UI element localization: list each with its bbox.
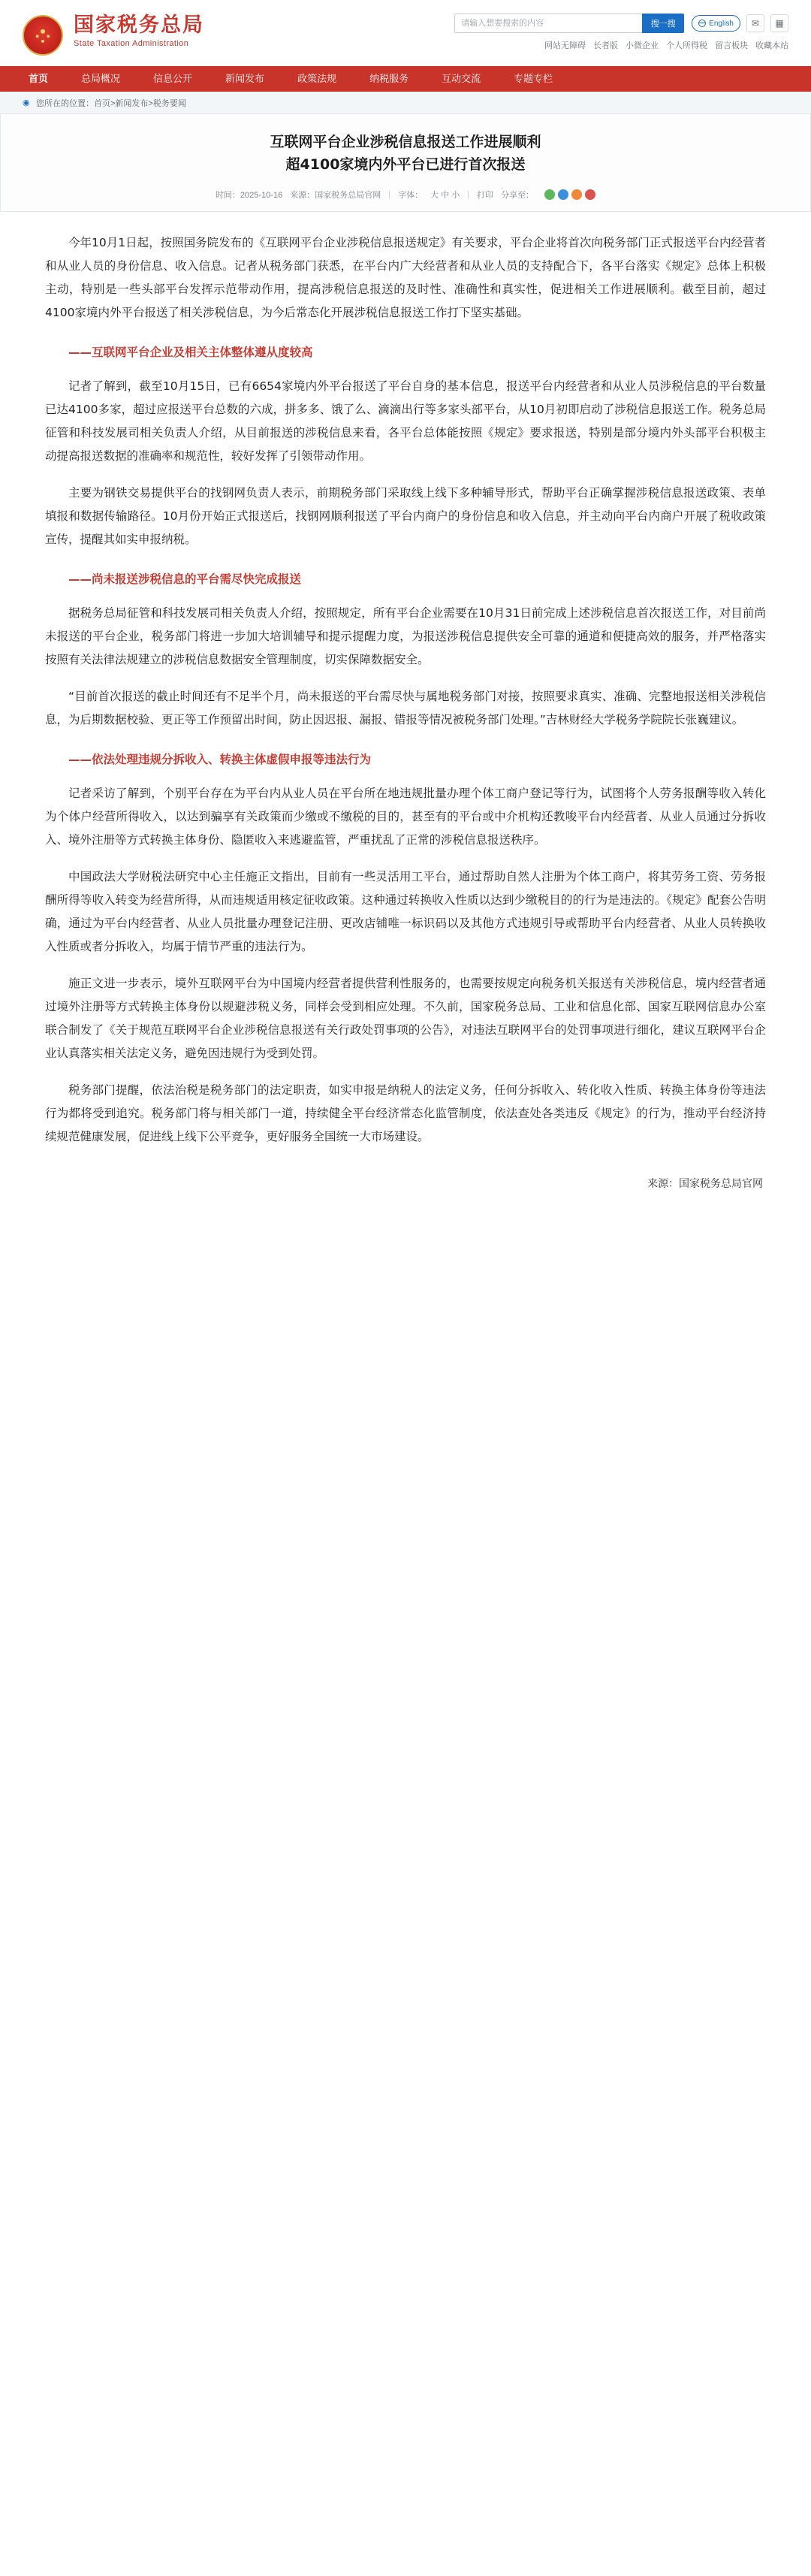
nav-item-topics[interactable]: 专题专栏 [514, 73, 553, 84]
header-right [454, 14, 788, 51]
header-link-1[interactable]: 长者版 [593, 41, 618, 50]
font-size-options[interactable]: 大 中 小 [430, 190, 460, 200]
nav-item-interaction[interactable]: 互动交流 [442, 73, 481, 84]
main-nav [0, 66, 811, 92]
header-tools [454, 14, 788, 33]
header-link-2[interactable]: 小微企业 [626, 41, 659, 50]
wechat-share-icon[interactable] [544, 189, 555, 200]
paragraph-7: 中国政法大学财税法研究中心主任施正文指出，目前有一些灵活用工平台，通过帮助自然人注册为个体工商户，将其劳务工资、劳务报酬所得等收入转变为经营所得，从而违规适用核定征收政策。这种通过转换收入性质以达到少缴税目的的行为是违法的。《规定》配套公告明确，通过为平台内经营者、从业人员批量办理登记注册、更改店铺唯一标识码以及其他方式违规引导或帮助平台内经营者、从业人员转换收入性质或者分拆收入，均属于情节严重的违法行为。 [45, 869, 766, 953]
page-title [46, 131, 765, 177]
paragraph-3: 主要为钢铁交易提供平台的找钢网负责人表示，前期税务部门采取线上线下多种辅导形式，帮助平台正确掌握涉税信息报送政策、表单填报和数据传输路径。10月份开始正式报送后，找钢网顺利报送了平台内商户的身份信息和收入信息，并主动向平台内商户开展了税收政策宣传，提醒其如实申报纳税。 [45, 485, 766, 546]
nav-item-overview[interactable]: 总局概况 [81, 73, 121, 84]
header-link-0[interactable]: 网站无障碍 [544, 41, 586, 50]
subheading-3: ——依法处理违规分拆收入、转换主体虚假申报等违法行为 [68, 752, 372, 766]
site-brand [74, 14, 204, 48]
article-date: 时间：2025-10-16 [215, 190, 283, 200]
meta-divider: | [388, 189, 391, 199]
national-emblem-icon [23, 15, 63, 56]
header-link-4[interactable]: 留言板块 [715, 41, 748, 50]
paragraph-8: 施正文进一步表示，境外互联网平台为中国境内经营者提供营利性服务的，也需要按规定向税务机关报送有关涉税信息，境内经营者通过境外注册等方式转换主体身份以规避涉税义务，同样会受到相应处理。不久前，国家税务总局、工业和信息化部、国家互联网信息办公室联合制发了《关于规范互联网平台企业涉税信息报送有关行政处罚事项的公告》，对违法互联网平台的处罚事项进行细化，建议互联网平台企业认真落实相关法定义务，避免因违规行为受到处罚。 [45, 976, 766, 1060]
nav-item-services[interactable]: 纳税服务 [369, 73, 409, 84]
header-links [544, 39, 788, 51]
article-meta [46, 189, 765, 201]
language-label: English [709, 19, 734, 28]
title-line-1: 互联网平台企业涉税信息报送工作进展顺利 [270, 134, 541, 150]
article-source-footer: 来源：国家税务总局官网 [647, 1177, 763, 1190]
nav-item-policy[interactable]: 政策法规 [297, 73, 337, 84]
wechat-icon[interactable]: ✉ [746, 14, 764, 32]
qrcode-icon[interactable]: ▦ [770, 14, 788, 32]
more-share-icon[interactable] [585, 189, 595, 200]
location-icon: ◉ [23, 98, 30, 107]
article-source: 来源：国家税务总局官网 [290, 190, 381, 200]
meta-divider-2: | [467, 189, 470, 199]
font-size-label: 字体： [398, 190, 424, 200]
article-body [0, 212, 811, 1191]
breadcrumb [0, 92, 811, 114]
qq-share-icon[interactable] [571, 189, 582, 200]
share-label: 分享至： [501, 190, 535, 200]
search-input[interactable]: 请输入想要搜索的内容 [454, 14, 642, 33]
search-button[interactable]: 搜一搜 [642, 14, 684, 33]
search-bar[interactable] [454, 14, 684, 33]
paragraph-5: “目前首次报送的截止时间还有不足半个月，尚未报送的平台需尽快与属地税务部门对接，按照要求真实、准确、完整地报送相关涉税信息，为后期数据校验、更正等工作预留出时间，防止因迟报、漏报、错报等情况被税务部门处理。”吉林财经大学税务学院院长张巍建议。 [45, 689, 766, 726]
share-icons[interactable] [544, 189, 595, 200]
paragraph-2: 记者了解到，截至10月15日，已有6654家境内外平台报送了平台自身的基本信息，报送平台内经营者和从业人员涉税信息的平台数量已达4100多家，超过应报送平台总数的六成，拼多多、饿了么、滴滴出行等多家头部平台，从10月初即启动了涉税信息报送工作。税务总局征管和科技发展司相关负责人介绍，从目前报送的涉税信息来看，各平台总体能按照《规定》要求报送，特别是部分境内外头部平台积极主动提高报送数据的准确率和规范性，较好发挥了引领带动作用。 [45, 379, 766, 463]
paragraph-1: 今年10月1日起，按照国务院发布的《互联网平台企业涉税信息报送规定》有关要求，平台企业将首次向税务部门正式报送平台内经营者和从业人员的身份信息、收入信息。记者从税务部门获悉，在平台内广大经营者和从业人员的支持配合下，各平台落实《规定》总体上积极主动，特别是一些头部平台发挥示范带动作用，提高涉税信息报送的及时性、准确性和真实性，促进相关工作进展顺利。截至目前，超过4100家境内外平台报送了相关涉税信息，为今后常态化开展涉税信息报送工作打下坚实基础。 [45, 235, 766, 319]
paragraph-4: 据税务总局征管和科技发展司相关负责人介绍，按照规定，所有平台企业需要在10月31日前完成上述涉税信息首次报送工作，对目前尚未报送的平台企业，税务部门将进一步加大培训辅导和提示提醒力度，为报送涉税信息提供安全可靠的通道和便捷高效的服务，并严格落实按照有关法律法规建立的涉税信息数据安全管理制度，切实保障数据安全。 [45, 605, 766, 666]
header-link-5[interactable]: 收藏本站 [755, 41, 788, 50]
language-button[interactable] [692, 15, 740, 32]
org-name-en: State Taxation Administration [74, 39, 189, 49]
breadcrumb-path[interactable]: 首页>新闻发布>税务要闻 [94, 98, 186, 108]
article-header [0, 114, 811, 212]
subheading-1: ——互联网平台企业及相关主体整体遵从度较高 [68, 345, 313, 359]
site-header [0, 0, 811, 56]
print-button[interactable]: 打印 [477, 190, 494, 200]
subheading-2: ——尚未报送涉税信息的平台需尽快完成报送 [68, 572, 302, 586]
header-link-3[interactable]: 个人所得税 [666, 41, 707, 50]
nav-item-news[interactable]: 新闻发布 [225, 73, 265, 84]
nav-item-home[interactable]: 首页 [29, 73, 49, 84]
weibo-share-icon[interactable] [558, 189, 568, 200]
globe-icon [698, 20, 706, 27]
org-name-cn: 国家税务总局 [74, 14, 204, 37]
paragraph-6: 记者采访了解到，个别平台存在为平台内从业人员在平台所在地违规批量办理个体工商户登记等行为，试图将个人劳务报酬等收入转化为个体户经营所得收入，以达到骗享有关政策而少缴或不缴税的目的，甚至有的平台或中介机构还教唆平台内经营者、从业人员通过分拆收入、境外注册等方式转换主体身份、隐匿收入来逃避监管，严重扰乱了正常的涉税信息报送秩序。 [45, 786, 766, 847]
title-line-2: 超4100家境内外平台已进行首次报送 [285, 156, 526, 174]
breadcrumb-label: 您所在的位置： [36, 98, 94, 108]
paragraph-9: 税务部门提醒，依法治税是税务部门的法定职责，如实申报是纳税人的法定义务，任何分拆收入、转化收入性质、转换主体身份等违法行为都将受到追究。税务部门将与相关部门一道，持续健全平台经济常态化监管制度，依法查处各类违反《规定》的行为，推动平台经济持续规范健康发展，促进线上线下公平竞争，更好服务全国统一大市场建设。 [45, 1083, 766, 1143]
nav-item-disclosure[interactable]: 信息公开 [153, 73, 193, 84]
